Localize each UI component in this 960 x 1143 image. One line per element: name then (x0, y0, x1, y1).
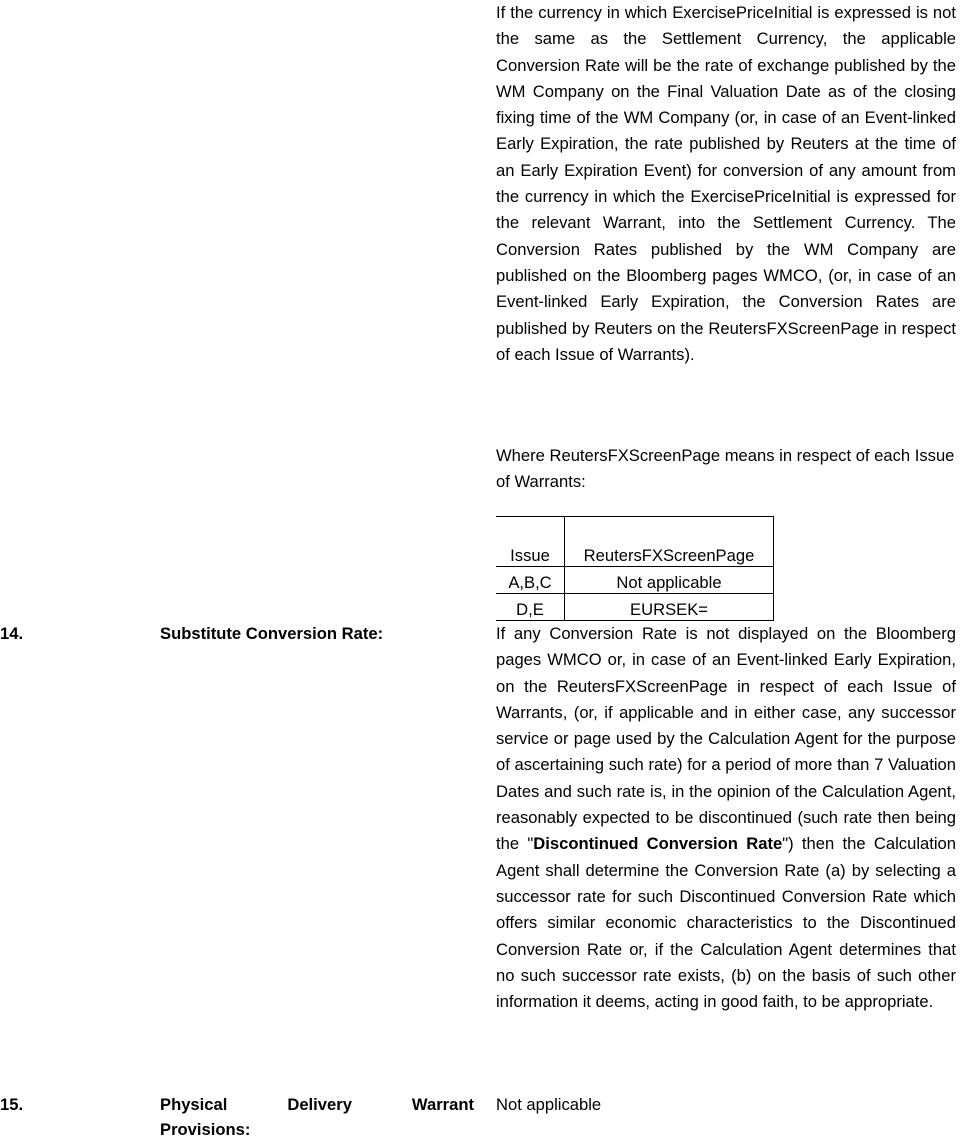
section-15-title-continued: Provisions: (160, 1120, 251, 1139)
section-14-text-start: If any Conversion Rate is not displayed on the Bloomberg pages WMCO or, in case of an Event-linked Early Expiration, on the ReutersFXScreenPage in respect of each Issue of Warrants, (or, if applicable and in either case, any successor service or page used by the Calculation Agent for the purpose of ascertaining such rate) for a period of more than 7 Valuation Dates and such rate is, in the opinion of the Calculation Agent, reasonably expected to be discontinued (such rate then being the " (496, 624, 956, 854)
section-14-text-end: ") then the Calculation Agent shall determine the Conversion Rate (a) by selecting a successor rate for such Discontinued Conversion Rate which offers similar economic characteristics to the Discontinued Conversion Rate or, if the Calculation Agent determines that no such successor rate exists, (b) on the basis of such other information it deems, acting in good faith, to be appropriate. (496, 834, 956, 1012)
table-header-row (496, 517, 774, 567)
section-15-title: Physical Delivery Warrant (160, 1095, 474, 1114)
table-row (496, 594, 774, 621)
section-14-body (496, 621, 956, 1015)
table-header-cell: Issue (496, 517, 565, 567)
conversion-rate-paragraph: If the currency in which ExercisePriceInitial is expressed is not the same as the Settlement Currency, the applicable Conversion Rate will be the rate of exchange published by the WM Company on the Final Valuation Date as of the closing fixing time of the WM Company (or, in case of an Event-linked Early Expiration, the rate published by Reuters at the time of an Early Expiration Event) for conversion of any amount from the currency in which the ExercisePriceInitial is expressed for the relevant Warrant, into the Settlement Currency. The Conversion Rates published by the WM Company are published on the Bloomberg pages WMCO, (or, in case of an Event-linked Early Expiration, the Conversion Rates are published by Reuters on the ReutersFXScreenPage in respect of each Issue of Warrants). (496, 3, 956, 364)
table-cell: EURSEK= (565, 594, 774, 621)
table-cell: A,B,C (496, 567, 565, 594)
table-cell: D,E (496, 594, 565, 621)
section-14-title: Substitute Conversion Rate: (160, 624, 384, 643)
section-14-number: 14. (0, 624, 24, 643)
table-header-cell: ReutersFXScreenPage (565, 517, 774, 567)
issue-table (496, 516, 774, 621)
where-paragraph: Where ReutersFXScreenPage means in respect of each Issue of Warrants: (496, 446, 955, 492)
table-row (496, 567, 774, 594)
table-cell: Not applicable (565, 567, 774, 594)
defined-term: Discontinued Conversion Rate (533, 834, 783, 854)
section-15-number: 15. (0, 1095, 24, 1114)
section-15-value: Not applicable (496, 1095, 602, 1114)
